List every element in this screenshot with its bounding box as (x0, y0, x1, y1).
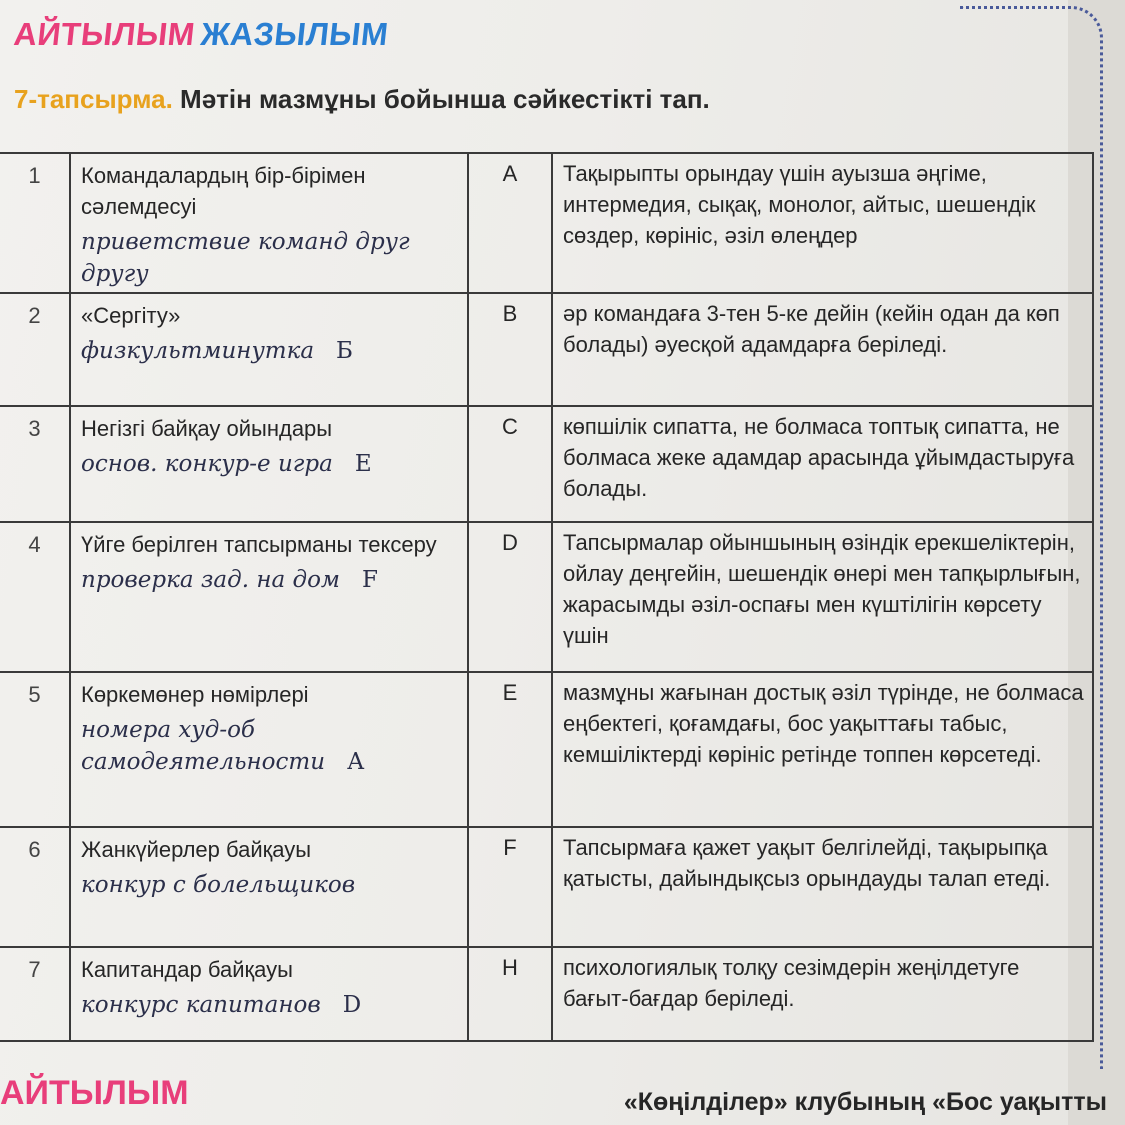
table-row (0, 947, 1093, 1041)
item-text: Үйге берілген тапсырманы тексеру (81, 532, 437, 557)
option-letter: E (468, 672, 552, 827)
option-letter: A (468, 153, 552, 293)
handwritten-answer-mark: F (362, 567, 378, 593)
handwritten-note (81, 226, 459, 290)
table-row (0, 293, 1093, 406)
option-letter: C (468, 406, 552, 522)
handwritten-note (81, 564, 459, 596)
item-cell (70, 153, 468, 293)
row-number: 7 (0, 947, 70, 1041)
handwritten-translation: конкур с болельщиков (81, 872, 356, 898)
item-cell (70, 293, 468, 406)
handwritten-translation: физкультминутка (81, 338, 315, 364)
item-text: Көркемөнер нөмірлері (81, 682, 309, 707)
handwritten-translation: основ. конкур-е игра (81, 451, 333, 477)
row-number: 5 (0, 672, 70, 827)
item-text: «Сергіту» (81, 303, 181, 328)
handwritten-translation: номера худ-об самодеятельности (81, 717, 326, 775)
handwritten-note (81, 869, 459, 901)
table-row (0, 672, 1093, 827)
item-text: Капитандар байқауы (81, 957, 293, 982)
option-letter: B (468, 293, 552, 406)
option-letter: H (468, 947, 552, 1041)
row-number: 6 (0, 827, 70, 947)
matching-table (0, 152, 1094, 1042)
option-text: көпшілік сипатта, не болмаса топтық сипатта, не болмаса жеке адамдар арасында ұйымдастыруға болады. (552, 406, 1093, 522)
option-text: Тапсырмаға қажет уақыт белгілейді, тақырыпқа қатысты, дайындықсыз орындауды талап етеді. (552, 827, 1093, 947)
handwritten-note (81, 335, 459, 367)
option-text: мазмұны жағынан достық әзіл түрінде, не болмаса еңбектегі, қоғамдағы, бос уақыттағы табыс, кемшіліктерді көрініс ретінде топпен көрсетеді. (552, 672, 1093, 827)
item-cell (70, 827, 468, 947)
row-number: 2 (0, 293, 70, 406)
table-row (0, 522, 1093, 672)
table-row (0, 153, 1093, 293)
option-text: психологиялық толқу сезімдерін жеңілдетуге бағыт-бағдар беріледі. (552, 947, 1093, 1041)
handwritten-answer-mark: D (342, 992, 362, 1018)
next-section-title: АЙТЫЛЫМ (0, 1074, 189, 1112)
option-text: әр командаға 3-тен 5-ке дейін (кейін одан да көп болады) әуесқой адамдарға беріледі. (552, 293, 1093, 406)
handwritten-answer-mark: Б (336, 338, 353, 364)
table-row (0, 406, 1093, 522)
row-number: 4 (0, 522, 70, 672)
section-title-word1: АЙТЫЛЫМ (12, 16, 197, 52)
handwritten-translation: конкурс капитанов (81, 992, 321, 1018)
item-text: Командалардың бір-бірімен сәлемдесуі (81, 163, 366, 219)
section-title (12, 16, 390, 53)
handwritten-note (81, 989, 459, 1021)
option-letter: D (468, 522, 552, 672)
item-text: Негізгі байқау ойындары (81, 416, 333, 441)
task-text: Мәтін мазмұны бойынша сәйкестікті тап. (180, 84, 710, 114)
handwritten-answer-mark: А (347, 749, 365, 775)
item-cell (70, 947, 468, 1041)
row-number: 3 (0, 406, 70, 522)
row-number: 1 (0, 153, 70, 293)
item-cell (70, 522, 468, 672)
item-text: Жанкүйерлер байқауы (81, 837, 312, 862)
option-letter: F (468, 827, 552, 947)
task-number: 7-тапсырма. (14, 84, 173, 114)
next-section-text: «Көңілділер» клубының «Бос уақытты (623, 1088, 1107, 1116)
task-heading (14, 84, 710, 115)
table-row (0, 827, 1093, 947)
handwritten-translation: проверка зад. на дом (81, 567, 340, 593)
item-cell (70, 406, 468, 522)
option-text: Тапсырмалар ойыншының өзіндік ерекшеліктерін, ойлау деңгейін, шешендік өнері мен тапқырлығын, жарасымды әзіл-оспағы мен күштілігін көрсету үшін (552, 522, 1093, 672)
item-cell (70, 672, 468, 827)
handwritten-note (81, 448, 459, 480)
section-title-word2: ЖАЗЫЛЫМ (199, 16, 391, 52)
handwritten-answer-mark: Е (354, 451, 372, 477)
handwritten-note (81, 714, 459, 778)
handwritten-translation: приветствие команд друг другу (81, 229, 410, 287)
option-text: Тақырыпты орындау үшін ауызша әңгіме, интермедия, сықақ, монолог, айтыс, шешендік сөздер, көрініс, әзіл өлеңдер (552, 153, 1093, 293)
